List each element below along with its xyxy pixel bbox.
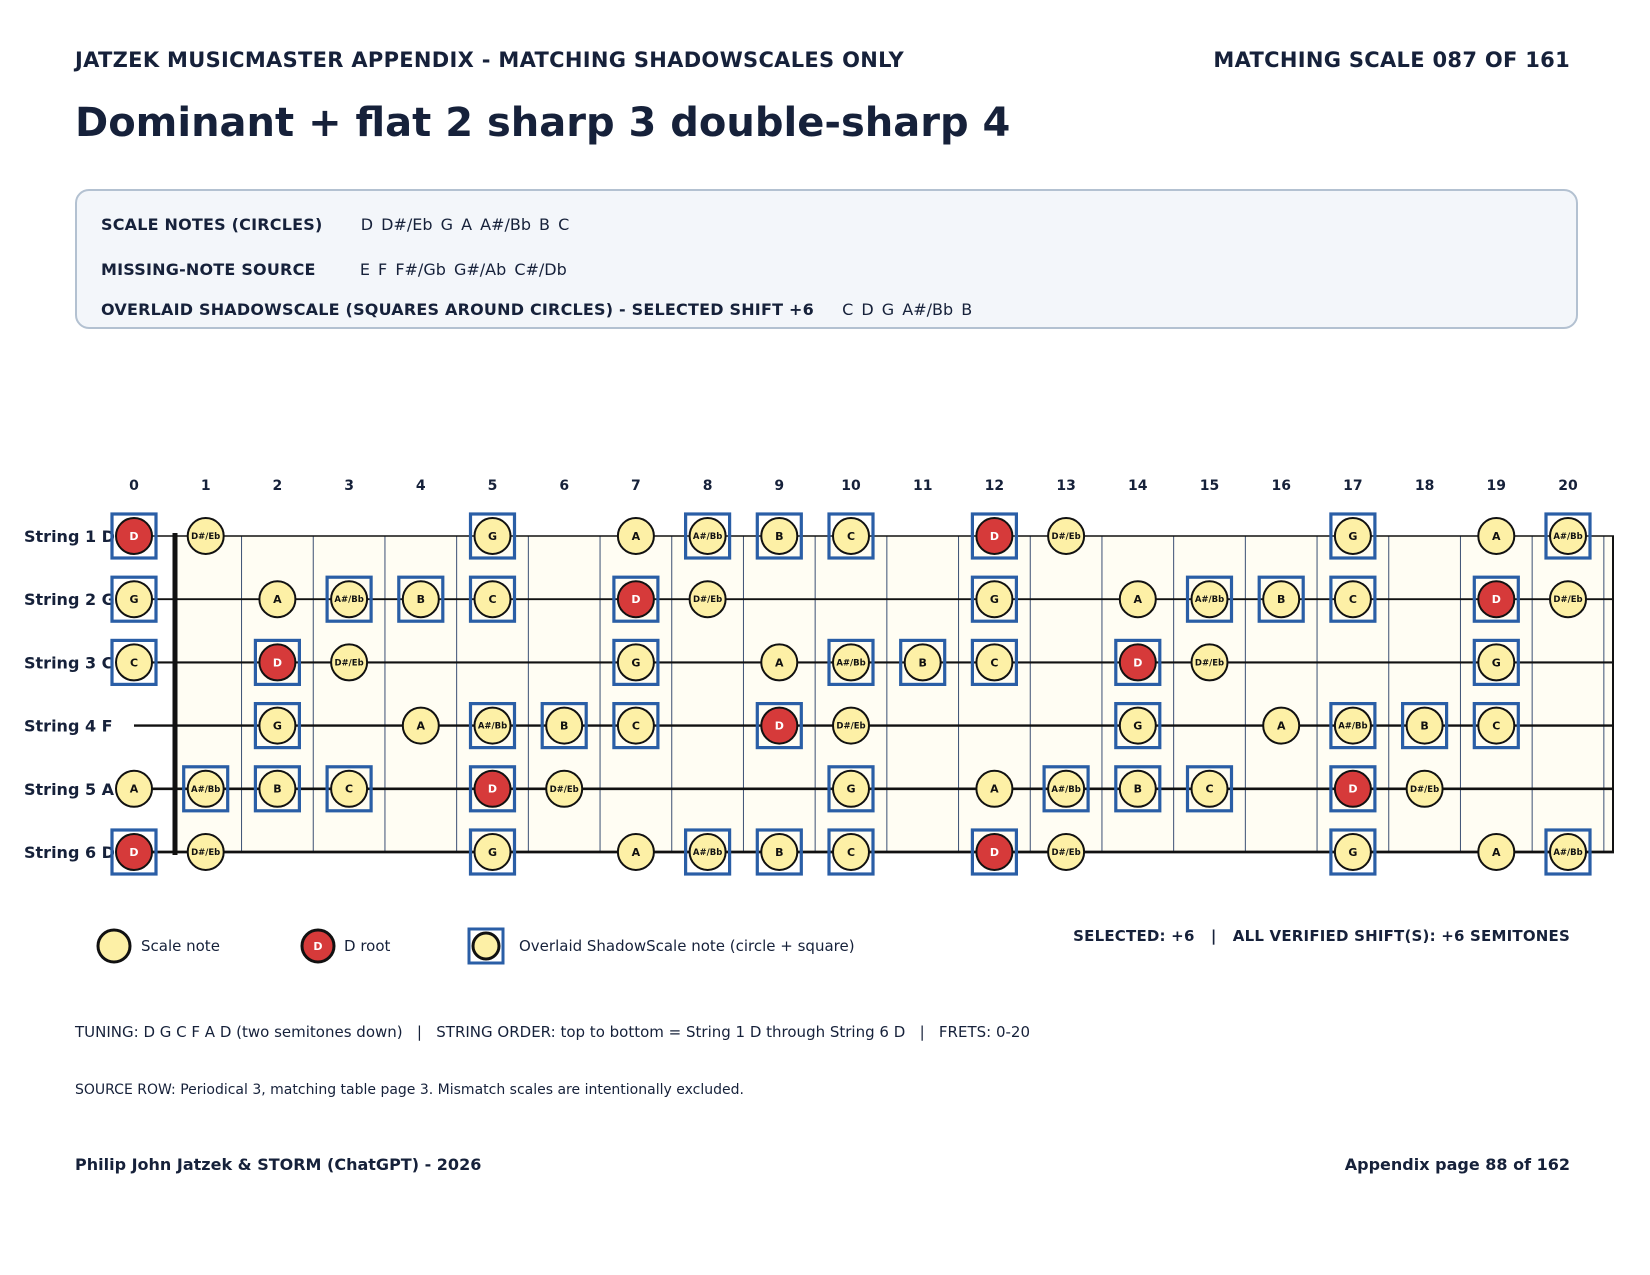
scale-note-marker [259,581,295,617]
string-label: String 2 G [24,590,115,610]
scale-note-marker [1192,644,1228,680]
note-label: G [989,593,999,607]
note-label: D [129,529,139,543]
fret-number: 9 [774,478,785,494]
note-label: G [1133,719,1143,733]
fret-number: 16 [1271,478,1291,494]
note-label: C [846,845,856,859]
fret-number: 10 [841,478,861,494]
string-label: String 5 A [24,779,115,799]
scale-note-marker [761,644,797,680]
note-label: A [1276,719,1286,733]
fret-number: 18 [1414,478,1435,494]
scale-note-marker [1048,518,1084,554]
legend-scale-note-label: Scale note [141,937,220,955]
scale-note-marker [1407,771,1443,807]
missing-notes-row [101,260,567,279]
note-label: A [631,845,641,859]
scale-notes-row [101,215,569,234]
scale-note-marker [403,708,439,744]
note-label: A#/Bb [1553,848,1583,859]
note-label: B [775,845,784,859]
note-label: B [1133,782,1142,796]
tuning-info: TUNING: D G C F A D (two semitones down) | STRING ORDER: top to bottom = String 1 D through String 6 D | FRETS: 0-20 [75,1023,1030,1041]
note-label: A#/Bb [692,848,723,859]
fret-number: 19 [1486,478,1507,494]
legend-overlaid-label: Overlaid ShadowScale note (circle + square) [519,937,855,955]
note-label: D [989,845,999,859]
fret-number: 17 [1343,478,1363,494]
fret-number: 0 [129,478,139,494]
root-swatch-letter: D [313,940,323,953]
scale-note-marker [546,771,582,807]
string-label: String 6 D [24,843,115,862]
note-label: A#/Bb [1338,721,1368,732]
scale-note-marker [331,644,367,680]
note-label: A#/Bb [334,595,364,606]
note-label: G [631,656,641,670]
scale-note-swatch-icon [94,926,134,966]
note-label: C [846,529,856,543]
string-label: String 1 D [24,527,115,546]
scale-counter: MATCHING SCALE 087 OF 161 [1213,48,1570,72]
note-label: D#/Eb [334,658,364,669]
note-label: D#/Eb [191,532,221,543]
scale-note-marker [188,518,224,554]
note-label: D#/Eb [191,848,221,859]
page-title: Dominant + flat 2 sharp 3 double-sharp 4 [75,100,1011,146]
note-label: C [1205,782,1214,796]
scale-note-marker [1263,708,1299,744]
fret-number: 12 [984,478,1005,494]
note-label: G [487,529,498,543]
fret-number: 15 [1199,478,1220,494]
note-label: B [273,782,282,796]
overlaid-shadowscale-label: OVERLAID SHADOWSCALE (SQUARES AROUND CIRCLES) - SELECTED SHIFT +6 [101,300,814,319]
scale-note-marker [833,708,869,744]
fret-number: 8 [702,478,713,494]
note-label: A#/Bb [836,658,866,669]
fret-number: 2 [272,478,283,494]
fret-number: 6 [559,478,570,494]
note-label: B [416,593,425,607]
root-note-marker [112,830,156,874]
fret-number: 5 [487,478,498,494]
fret-number: 14 [1128,478,1148,494]
note-label: D [1133,656,1143,670]
note-label: D#/Eb [1553,595,1583,606]
fret-number: 11 [912,478,933,494]
note-label: C [631,719,640,733]
scale-note-marker [690,581,726,617]
note-label: A [631,529,641,543]
note-label: D#/Eb [836,721,866,732]
note-label: D [774,719,784,733]
string-label: String 3 C [24,653,114,673]
note-label: G [1348,845,1358,859]
note-label: B [1420,719,1429,733]
note-label: B [1277,593,1286,607]
note-label: A [1492,845,1501,859]
note-label: A [990,782,999,796]
footer-authors: Philip John Jatzek & STORM (ChatGPT) - 2026 [75,1155,482,1174]
overlaid-note-swatch-icon [466,926,506,966]
note-label: D [129,845,139,859]
note-label: D [631,593,641,607]
missing-notes-value: E F F#/Gb G#/Ab C#/Db [359,260,567,279]
note-label: C [488,593,497,607]
scale-note-marker [618,518,654,554]
note-label: D [989,529,999,543]
missing-notes-label: MISSING-NOTE SOURCE [101,260,316,279]
string-label: String 4 F [24,716,113,736]
overlaid-shadowscale-row [101,300,972,319]
legend-root-label: D root [344,937,391,955]
note-label: B [918,656,927,670]
scale-notes-value: D D#/Eb G A A#/Bb B C [360,215,570,234]
note-label: A#/Bb [477,721,508,732]
note-label: C [1492,719,1501,733]
note-label: A [1492,529,1501,543]
fret-number: 13 [1056,478,1076,494]
scale-info-panel [75,189,1578,329]
note-label: C [129,656,139,670]
note-label: A [416,719,426,733]
appendix-header: JATZEK MUSICMASTER APPENDIX - MATCHING SHADOWSCALES ONLY [75,48,905,72]
scale-note-marker [1120,581,1156,617]
note-label: D [1348,782,1358,796]
scale-note-marker [618,834,654,870]
note-label: G [129,593,139,607]
note-label: B [775,529,784,543]
scale-note-marker [1550,581,1586,617]
scale-note-marker [1048,834,1084,870]
note-label: C [990,656,999,670]
scale-note-marker [1478,518,1514,554]
note-label: A#/Bb [692,532,723,543]
note-label: D#/Eb [1410,784,1440,795]
note-label: D#/Eb [1051,848,1081,859]
note-label: D [272,656,282,670]
note-label: C [1348,593,1357,607]
note-label: G [487,845,498,859]
note-label: D#/Eb [693,595,723,606]
note-label: A [775,656,784,670]
note-label: D [487,782,498,796]
scale-notes-label: SCALE NOTES (CIRCLES) [101,215,323,234]
fret-number: 7 [631,478,641,494]
root-note-marker [112,514,156,558]
root-note-swatch-icon [298,926,338,966]
note-label: A [129,782,139,796]
fret-number: 20 [1558,478,1578,494]
fret-number: 4 [415,478,426,494]
fret-number: 3 [344,478,354,494]
fretboard-background [175,536,1613,852]
fretboard-diagram [0,460,1650,890]
note-label: G [846,782,856,796]
note-label: A#/Bb [1051,784,1081,795]
note-label: A#/Bb [191,784,221,795]
source-row-note: SOURCE ROW: Periodical 3, matching table page 3. Mismatch scales are intentionally excluded. [75,1082,744,1098]
note-label: D [1491,593,1501,607]
note-label: G [272,719,282,733]
shadowscale-note-marker [112,640,156,684]
shadowscale-note-marker [112,577,156,621]
scale-note-marker [188,834,224,870]
note-label: B [560,719,569,733]
note-label: G [1491,656,1501,670]
footer-page-number: Appendix page 88 of 162 [1344,1155,1570,1174]
note-label: D#/Eb [549,784,579,795]
overlaid-shadowscale-value: C D G A#/Bb B [842,300,973,319]
note-label: A [273,593,282,607]
note-label: G [1348,529,1358,543]
scale-note-marker [976,771,1012,807]
fret-number: 1 [200,478,211,494]
note-label: A#/Bb [1194,595,1225,606]
note-label: A#/Bb [1553,532,1583,543]
scale-note-marker [1478,834,1514,870]
scale-note-marker [116,771,152,807]
note-label: A [1133,593,1143,607]
selected-shift-summary: SELECTED: +6 | ALL VERIFIED SHIFT(S): +6 SEMITONES [1073,927,1570,945]
note-label: D#/Eb [1194,658,1225,669]
note-label: D#/Eb [1051,532,1081,543]
note-label: C [345,782,354,796]
